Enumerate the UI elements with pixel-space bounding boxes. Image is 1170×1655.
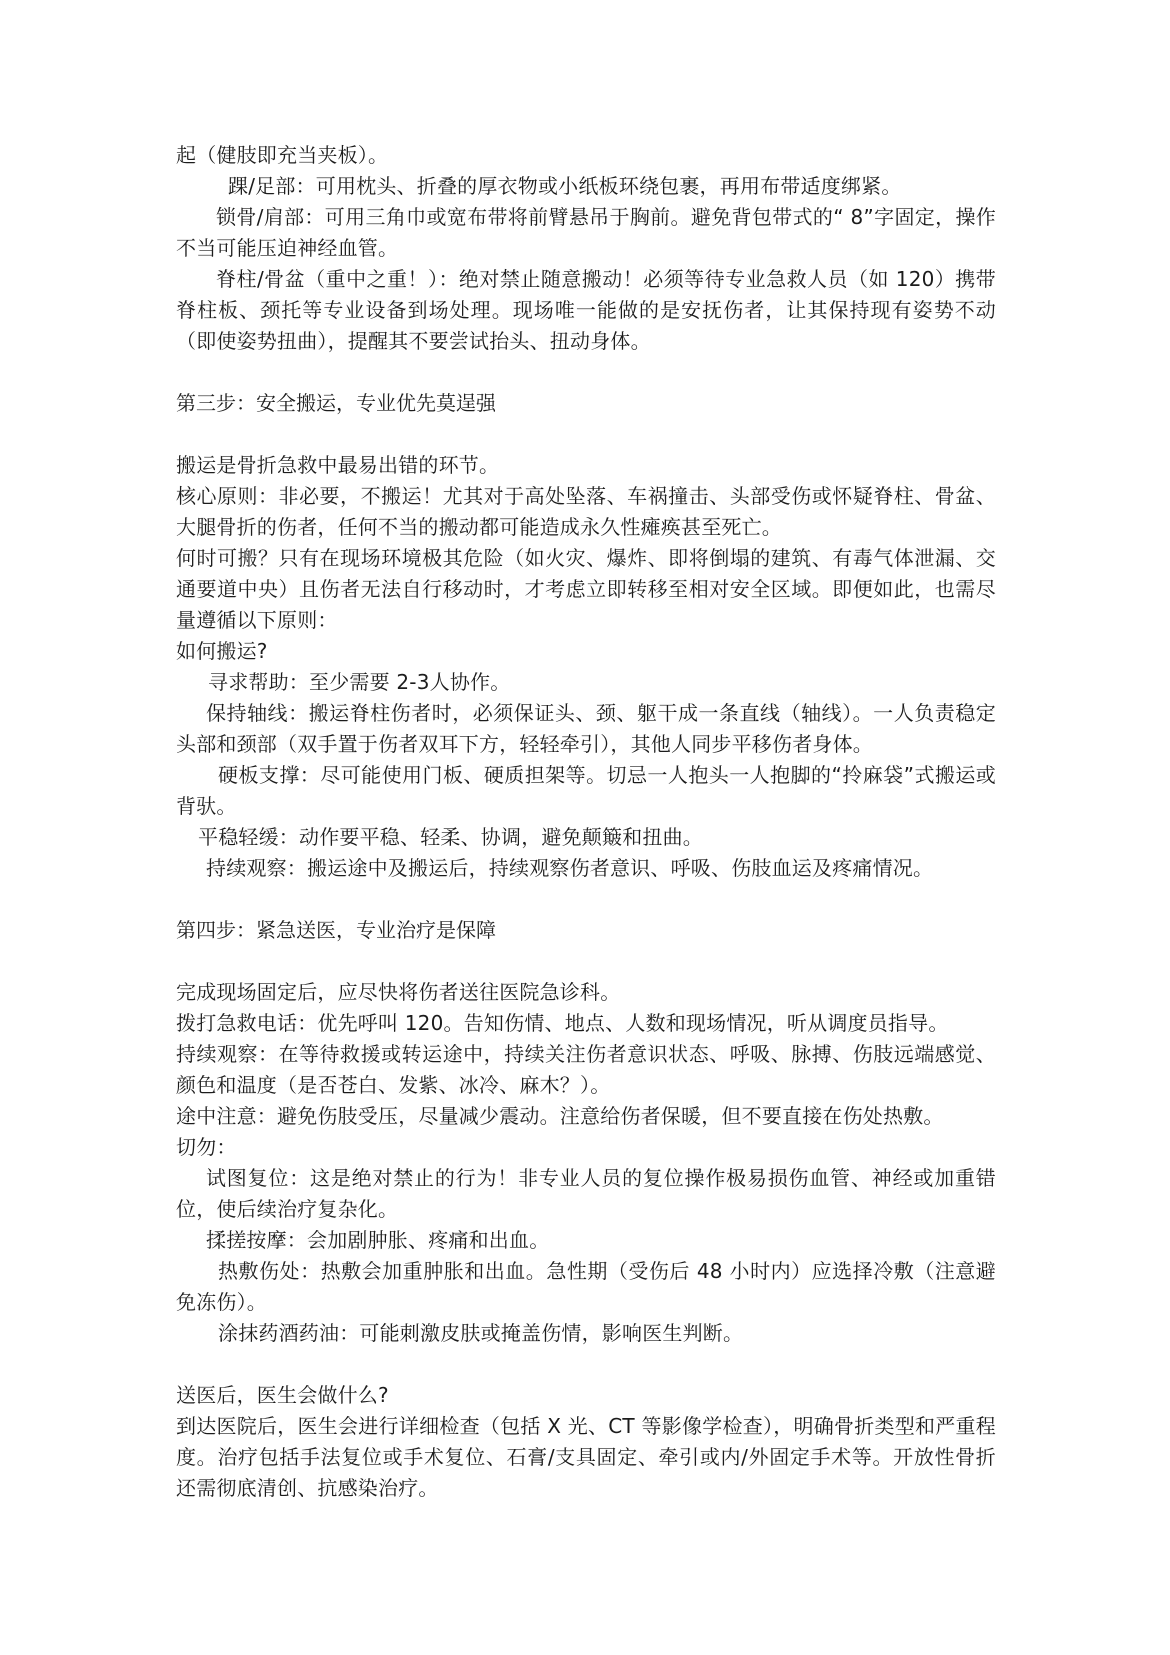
step3-how-item: 保持轴线：搬运脊柱伤者时，必须保证头、颈、躯干成一条直线（轴线）。一人负责稳定头部和颈部（双手置于伤者双耳下方，轻轻牵引），其他人同步平移伤者身体。: [176, 701, 996, 756]
step3-how-item: 硬板支撑：尽可能使用门板、硬质担架等。切忌一人抱头一人抱脚的“拎麻袋”式搬运或背驮。: [176, 763, 996, 818]
step4-dont-label: 切勿：: [176, 1135, 237, 1159]
ankle-foot-paragraph: 踝/足部：可用枕头、折叠的厚衣物或小纸板环绕包裹，再用布带适度绑紧。: [228, 174, 902, 198]
step4-observe: 持续观察：在等待救援或转运途中，持续关注伤者意识状态、呼吸、脉搏、伤肢远端感觉、颜色和温度（是否苍白、发紫、冰冷、麻木？）。: [176, 1042, 996, 1097]
step3-core-principle: 核心原则：非必要，不搬运！尤其对于高处坠落、车祸撞击、头部受伤或怀疑脊柱、骨盆、大腿骨折的伤者，任何不当的搬动都可能造成永久性瘫痪甚至死亡。: [176, 484, 996, 539]
step4-dont-item: 试图复位：这是绝对禁止的行为！非专业人员的复位操作极易损伤血管、神经或加重错位，使后续治疗复杂化。: [176, 1166, 996, 1221]
step3-how-label: 如何搬运?: [176, 639, 268, 663]
step4-intro: 完成现场固定后，应尽快将伤者送往医院急诊科。: [176, 980, 621, 1004]
document-page: [176, 140, 996, 1504]
clavicle-shoulder-paragraph: 锁骨/肩部：可用三角巾或宽布带将前臂悬吊于胸前。避免背包带式的“ 8”字固定，操作不当可能压迫神经血管。: [176, 205, 996, 260]
step4-dont-item: 揉搓按摩：会加剧肿胀、疼痛和出血。: [206, 1228, 550, 1252]
after-heading: 送医后，医生会做什么?: [176, 1383, 389, 1407]
step3-how-item: 持续观察：搬运途中及搬运后，持续观察伤者意识、呼吸、伤肢血运及疼痛情况。: [206, 856, 934, 880]
spine-pelvis-paragraph: 脊柱/骨盆（重中之重！）：绝对禁止随意搬动！必须等待专业急救人员（如 120）携带脊柱板、颈托等专业设备到场处理。现场唯一能做的是安抚伤者，让其保持现有姿势不动（即使姿势扭曲），提醒其不要尝试抬头、扭动身体。: [176, 267, 996, 353]
step4-dont-item: 涂抹药酒药油：可能刺激皮肤或掩盖伤情，影响医生判断。: [218, 1321, 744, 1345]
step4-dont-item: 热敷伤处：热敷会加重肿胀和出血。急性期（受伤后 48 小时内）应选择冷敷（注意避免冻伤）。: [176, 1259, 996, 1314]
step4-transit: 途中注意：避免伤肢受压，尽量减少震动。注意给伤者保暖，但不要直接在伤处热敷。: [176, 1104, 944, 1128]
step3-how-item: 平稳轻缓：动作要平稳、轻柔、协调，避免颠簸和扭曲。: [198, 825, 703, 849]
after-body: 到达医院后，医生会进行详细检查（包括 X 光、CT 等影像学检查），明确骨折类型和严重程度。治疗包括手法复位或手术复位、石膏/支具固定、牵引或内/外固定手术等。开放性骨折还需彻底清创、抗感染治疗。: [176, 1414, 996, 1500]
step3-when-to-move: 何时可搬？只有在现场环境极其危险（如火灾、爆炸、即将倒塌的建筑、有毒气体泄漏、交通要道中央）且伤者无法自行移动时，才考虑立即转移至相对安全区域。即便如此，也需尽量遵循以下原则：: [176, 546, 996, 632]
paragraph-continuation: 起（健肢即充当夹板）。: [176, 143, 389, 167]
step4-call: 拨打急救电话：优先呼叫 120。告知伤情、地点、人数和现场情况，听从调度员指导。: [176, 1011, 949, 1035]
step3-heading: 第三步：安全搬运，专业优先莫逞强: [176, 391, 496, 415]
step3-how-item: 寻求帮助：至少需要 2-3人协作。: [208, 670, 511, 694]
step3-intro: 搬运是骨折急救中最易出错的环节。: [176, 453, 500, 477]
step4-heading: 第四步：紧急送医，专业治疗是保障: [176, 918, 496, 942]
